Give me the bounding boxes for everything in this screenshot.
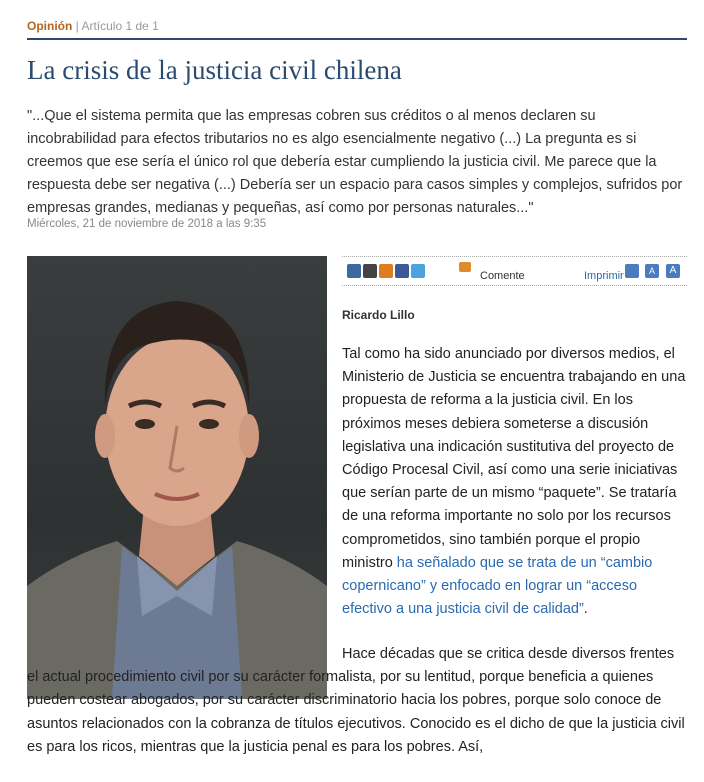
paragraph-2-text: Hace décadas que se critica desde diversos frentes el actual procedimiento civil por su carácter formalista, por su lentitud, porque beneficia a quienes pueden costear abogados, por su carácter discriminatorio hacia los pobres, porque solo conoce de asuntos relacionados con la cobranza de títulos ejecutivos. Conocido es el dicho de que la justicia civil es para los ricos, mientras que la justicia penal es para los pobres. Así, bbox=[27, 646, 685, 755]
article-date: Miércoles, 21 de noviembre de 2018 a las 9:35 bbox=[27, 218, 267, 230]
article-paragraph-1 bbox=[342, 343, 687, 621]
delicious-icon[interactable] bbox=[363, 264, 377, 278]
twitter-icon[interactable] bbox=[411, 264, 425, 278]
rss-icon[interactable] bbox=[379, 264, 393, 278]
comment-icon[interactable] bbox=[459, 262, 471, 272]
section-separator: | bbox=[75, 19, 79, 33]
article-counter: Artículo 1 de 1 bbox=[81, 19, 159, 33]
author-photo bbox=[27, 256, 327, 699]
article-title: La crisis de la justicia civil chilena bbox=[27, 55, 402, 85]
photo-wrap-spacer bbox=[27, 657, 342, 658]
paragraph-1-text: Tal como ha sido anunciado por diversos medios, el Ministerio de Justicia se encuentra trabajando en una propuesta de reforma a la justicia civil. En los próximos meses debiera someterse a discusión legislativa una indicación sustitutiva del proyecto de Código Procesal Civil, así como una serie iniciativas que serían parte de un mismo “paquete”. Se trataría de una reforma importante no solo por los recursos comprometidos, sino también porque el propio ministro bbox=[342, 346, 686, 571]
share-toolbar bbox=[342, 256, 687, 286]
email-icon[interactable] bbox=[347, 264, 361, 278]
facebook-icon[interactable] bbox=[395, 264, 409, 278]
article-paragraph-2 bbox=[27, 643, 689, 759]
print-icon[interactable] bbox=[625, 264, 639, 278]
font-larger-icon[interactable]: A bbox=[666, 264, 680, 278]
comment-link[interactable]: Comente bbox=[480, 270, 525, 282]
section-label[interactable]: Opinión bbox=[27, 19, 73, 33]
article-lead: "...Que el sistema permita que las empresas cobren sus créditos o al menos declaren su incobrabilidad para efectos tributarios no es algo esencialmente negativo (...) La pregunta es si creemos que ese sería el único rol que debería estar cumpliendo la justicia civil. Me parece que la respuesta debe ser negativa (...) Debería ser un espacio para casos simples y complejos, sufridos por empresas grandes, medianas y pequeñas, así como por personas naturales..." bbox=[27, 108, 683, 216]
font-smaller-icon[interactable]: A bbox=[645, 264, 659, 278]
author-portrait-illustration bbox=[27, 256, 327, 699]
author-name: Ricardo Lillo bbox=[342, 308, 415, 322]
paragraph-1-end: . bbox=[583, 601, 588, 618]
print-link[interactable]: Imprimir bbox=[584, 270, 624, 282]
section-header bbox=[27, 16, 687, 40]
minister-quote-link[interactable]: ha señalado que se trata de un “cambio copernicano” y enfocado en lograr un “acceso efectivo a una justicia civil de calidad” bbox=[342, 554, 653, 618]
